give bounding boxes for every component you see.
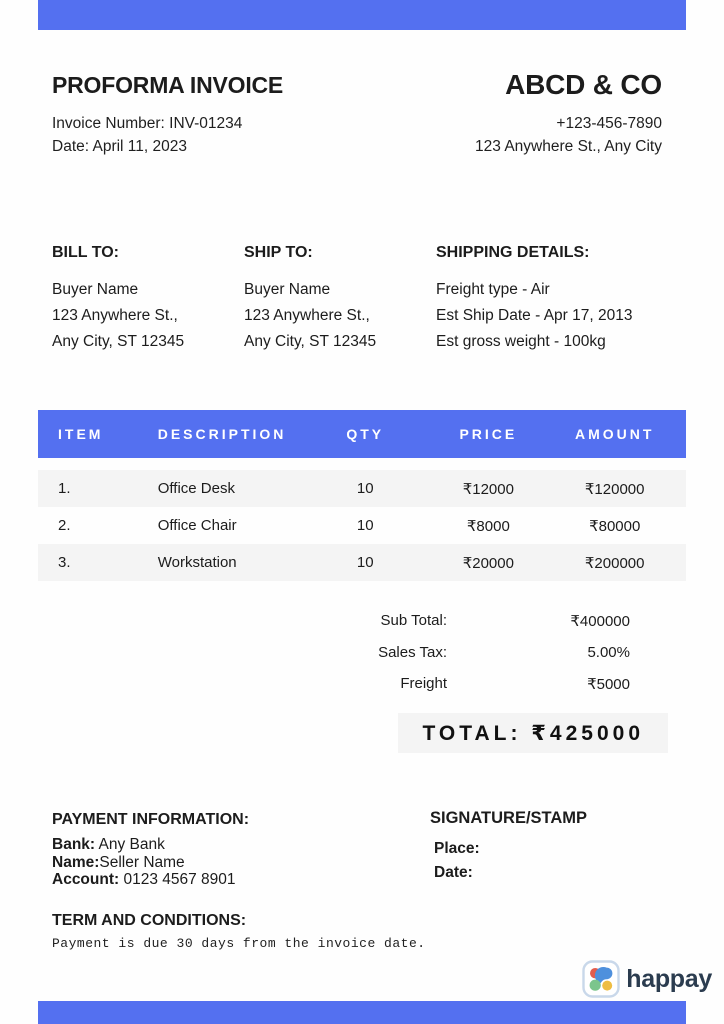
totals-section — [300, 612, 630, 707]
invoice-meta — [52, 112, 283, 158]
bill-to-name: Buyer Name — [52, 281, 139, 298]
shipping-details-heading: SHIPPING DETAILS: — [436, 244, 590, 261]
brand-logo — [582, 960, 712, 998]
cell-amount: ₹80000 — [589, 517, 641, 535]
terms-heading: TERM AND CONDITIONS: — [52, 912, 247, 929]
account-label: Account: — [52, 871, 120, 888]
cell-amount: ₹120000 — [584, 480, 645, 498]
subtotal-value: ₹400000 — [570, 613, 630, 630]
cell-description: Office Chair — [157, 517, 237, 534]
name-label: Name: — [52, 853, 100, 871]
cell-price: ₹20000 — [462, 554, 514, 572]
bill-to-lines — [52, 277, 244, 355]
place-label: Place: — [434, 840, 480, 857]
happay-logo-icon — [582, 960, 620, 998]
ship-to-name: Buyer Name — [244, 281, 331, 298]
freight-row — [300, 675, 630, 693]
page-title: PROFORMA INVOICE — [52, 72, 284, 98]
cell-qty: 10 — [356, 517, 374, 534]
col-header-item: ITEM — [58, 426, 104, 442]
signature-section — [430, 809, 587, 885]
ship-to-city: Any City, ST 12345 — [244, 333, 377, 350]
parties-section — [52, 244, 684, 355]
subtotal-label: Sub Total: — [380, 612, 447, 629]
name-value: Seller Name — [99, 853, 185, 871]
freight-label: Freight — [400, 675, 447, 692]
est-gross-weight: Est gross weight - 100kg — [436, 333, 606, 350]
ship-to-street: 123 Anywhere St., — [244, 307, 370, 324]
name-line — [52, 854, 249, 872]
bill-to-street: 123 Anywhere St., — [52, 307, 178, 324]
company-meta — [475, 112, 662, 158]
cell-item: 1. — [58, 480, 71, 497]
bottom-accent-bar — [38, 1001, 686, 1024]
bank-line — [52, 836, 249, 854]
header-right — [475, 70, 662, 158]
company-address: 123 Anywhere St., Any City — [475, 138, 662, 155]
terms-section — [52, 912, 672, 951]
cell-item: 2. — [58, 517, 71, 534]
cell-qty: 10 — [356, 480, 374, 497]
col-header-price: PRICE — [459, 426, 518, 442]
cell-description: Office Desk — [157, 480, 235, 497]
cell-amount: ₹200000 — [584, 554, 645, 572]
items-table-header — [38, 410, 686, 458]
freight-value: ₹5000 — [587, 676, 630, 693]
items-table-body — [38, 470, 686, 581]
payment-information — [52, 811, 249, 889]
subtotal-row — [300, 612, 630, 630]
payment-heading: PAYMENT INFORMATION: — [52, 811, 250, 828]
sales-tax-row — [300, 644, 630, 661]
ship-to-lines — [244, 277, 436, 355]
table-row — [38, 544, 686, 581]
bill-to-city: Any City, ST 12345 — [52, 333, 185, 350]
bill-to-block — [52, 244, 244, 355]
table-row — [38, 507, 686, 544]
bank-label: Bank: — [52, 836, 96, 853]
shipping-details-lines — [436, 277, 684, 355]
brand-wordmark: happay — [626, 965, 712, 993]
invoice-number: Invoice Number: INV-01234 — [52, 115, 243, 132]
items-table — [38, 410, 686, 581]
col-header-description: DESCRIPTION — [157, 426, 287, 442]
cell-qty: 10 — [356, 554, 374, 571]
ship-to-block — [244, 244, 436, 355]
est-ship-date: Est Ship Date - Apr 17, 2013 — [436, 307, 633, 324]
col-header-amount: AMOUNT — [574, 426, 655, 442]
col-header-qty: QTY — [346, 426, 385, 442]
cell-price: ₹12000 — [462, 480, 514, 498]
terms-body: Payment is due 30 days from the invoice date. — [52, 936, 426, 951]
bank-value: Any Bank — [95, 836, 165, 853]
invoice-date: Date: April 11, 2023 — [52, 138, 187, 155]
top-accent-bar — [38, 0, 686, 30]
company-name: ABCD & CO — [505, 69, 662, 100]
account-line — [52, 871, 249, 889]
freight-type: Freight type - Air — [436, 281, 550, 298]
cell-description: Workstation — [157, 554, 237, 571]
date-label: Date: — [434, 864, 473, 881]
grand-total: TOTAL: ₹425000 — [398, 713, 668, 753]
company-phone: +123-456-7890 — [556, 115, 662, 132]
account-value: 0123 4567 8901 — [119, 871, 236, 888]
bill-to-heading: BILL TO: — [52, 244, 119, 261]
table-row — [38, 470, 686, 507]
cell-price: ₹8000 — [466, 517, 510, 535]
ship-to-heading: SHIP TO: — [244, 244, 313, 261]
shipping-details-block — [436, 244, 684, 355]
signature-heading: SIGNATURE/STAMP — [430, 809, 588, 827]
invoice-header — [52, 70, 662, 158]
cell-item: 3. — [58, 554, 71, 571]
sales-tax-label: Sales Tax: — [378, 644, 447, 661]
sales-tax-value: 5.00% — [587, 644, 630, 661]
header-left — [52, 70, 283, 158]
